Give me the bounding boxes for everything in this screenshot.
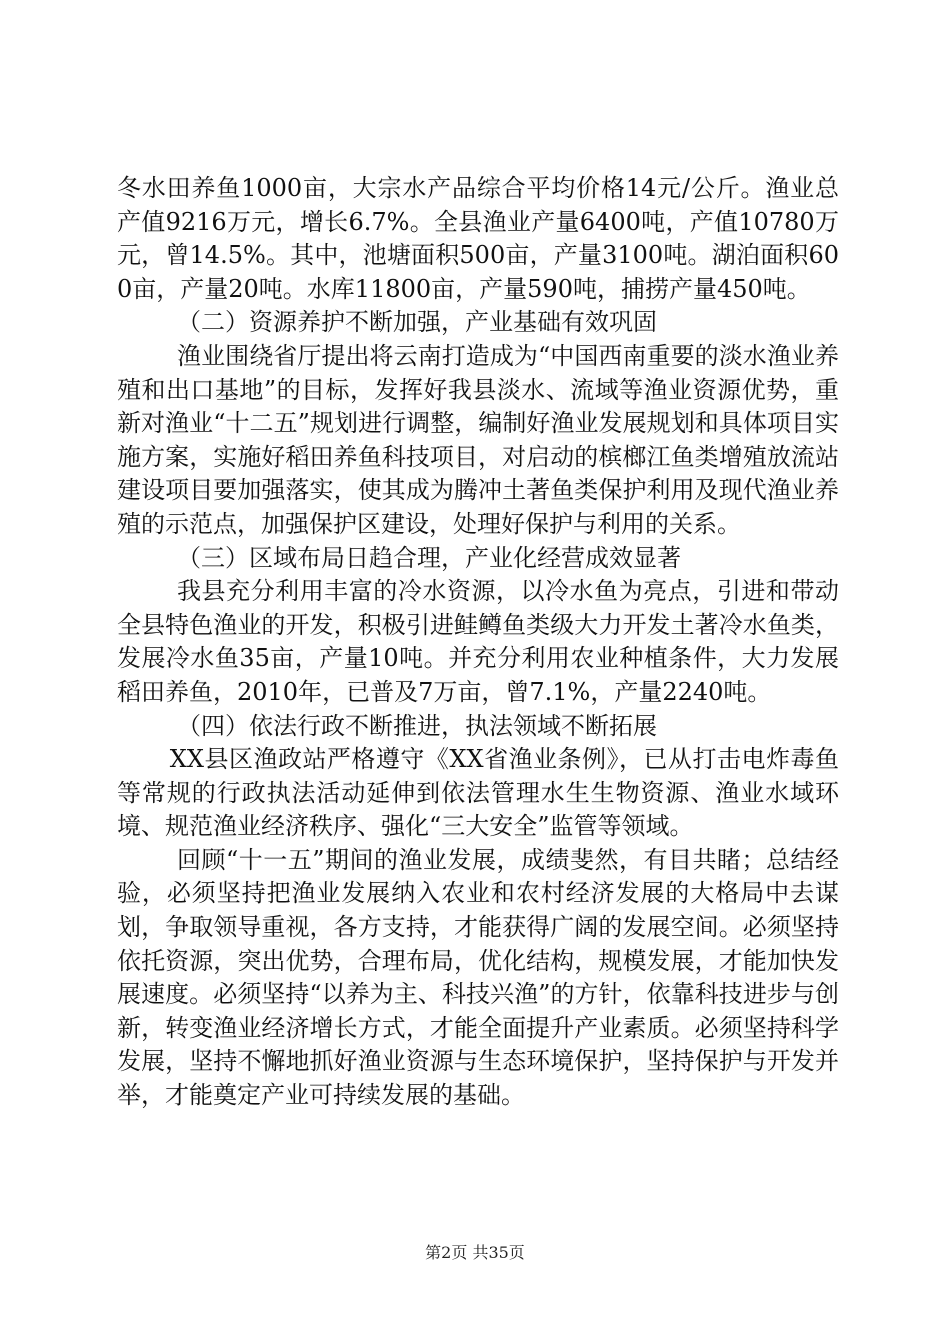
paragraph-review: 回顾“十一五”期间的渔业发展，成绩斐然，有目共睹；总结经验，必须坚持把渔业发展纳入农业和农村经济发展的大格局中去谋划，争取领导重视，各方支持，才能获得广阔的发展空间。必须坚持依托资源，突出优势，合理布局，优化结构，规模发展，才能加快发展速度。必须坚持“以养为主、科技兴渔”的方针，依靠科技进步与创新，转变渔业经济增长方式，才能全面提升产业素质。必须坚持科学发展，坚持不懈地抓好渔业资源与生态环境保护，坚持保护与开发并举，才能奠定产业可持续发展的基础。 — [117, 845, 839, 1110]
paragraph-output-summary: 冬水田养鱼1000亩，大宗水产品综合平均价格14元/公斤。渔业总产值9216万元，增长6.7%。全县渔业产量6400吨，产值10780万元，曾14.5%。其中，池塘面积500亩，产量3100吨。湖泊面积600亩，产量20吨。水库11800亩，产量590吨，捕捞产量450吨。 — [117, 174, 839, 303]
paragraph-resources: 渔业围绕省厅提出将云南打造成为“中国西南重要的淡水渔业养殖和出口基地”的目标，发挥好我县淡水、流域等渔业资源优势，重新对渔业“十二五”规划进行调整，编制好渔业发展规划和具体项目实施方案，实施好稻田养鱼科技项目，对启动的槟榔江鱼类增殖放流站建设项目要加强落实，使其成为腾冲土著鱼类保护利用及现代渔业养殖的示范点，加强保护区建设，处理好保护与利用的关系。 — [117, 341, 839, 538]
paragraph-law: XX县区渔政站严格遵守《XX省渔业条例》，已从打击电炸毒鱼等常规的行政执法活动延伸到依法管理水生生物资源、渔业水域环境、规范渔业经济秩序、强化“三大安全”监管等领域。 — [117, 745, 839, 841]
page-number-label: 第2页 共35页 — [425, 1243, 525, 1262]
section-heading-law: （四）依法行政不断推进，执法领域不断拓展 — [177, 711, 657, 740]
section-heading-resources: （二）资源养护不断加强，产业基础有效巩固 — [177, 308, 657, 337]
paragraph-layout: 我县充分利用丰富的冷水资源，以冷水鱼为亮点，引进和带动全县特色渔业的开发，积极引进鲑鳟鱼类级大力开发土著冷水鱼类，发展冷水鱼35亩，产量10吨。并充分利用农业种植条件，大力发展稻田养鱼，2010年，已普及7万亩，曾7.1%，产量2240吨。 — [117, 577, 839, 706]
section-heading-layout: （三）区域布局日趋合理，产业化经营成效显著 — [177, 543, 681, 572]
document-body — [117, 172, 839, 1113]
page-footer — [0, 1243, 950, 1263]
